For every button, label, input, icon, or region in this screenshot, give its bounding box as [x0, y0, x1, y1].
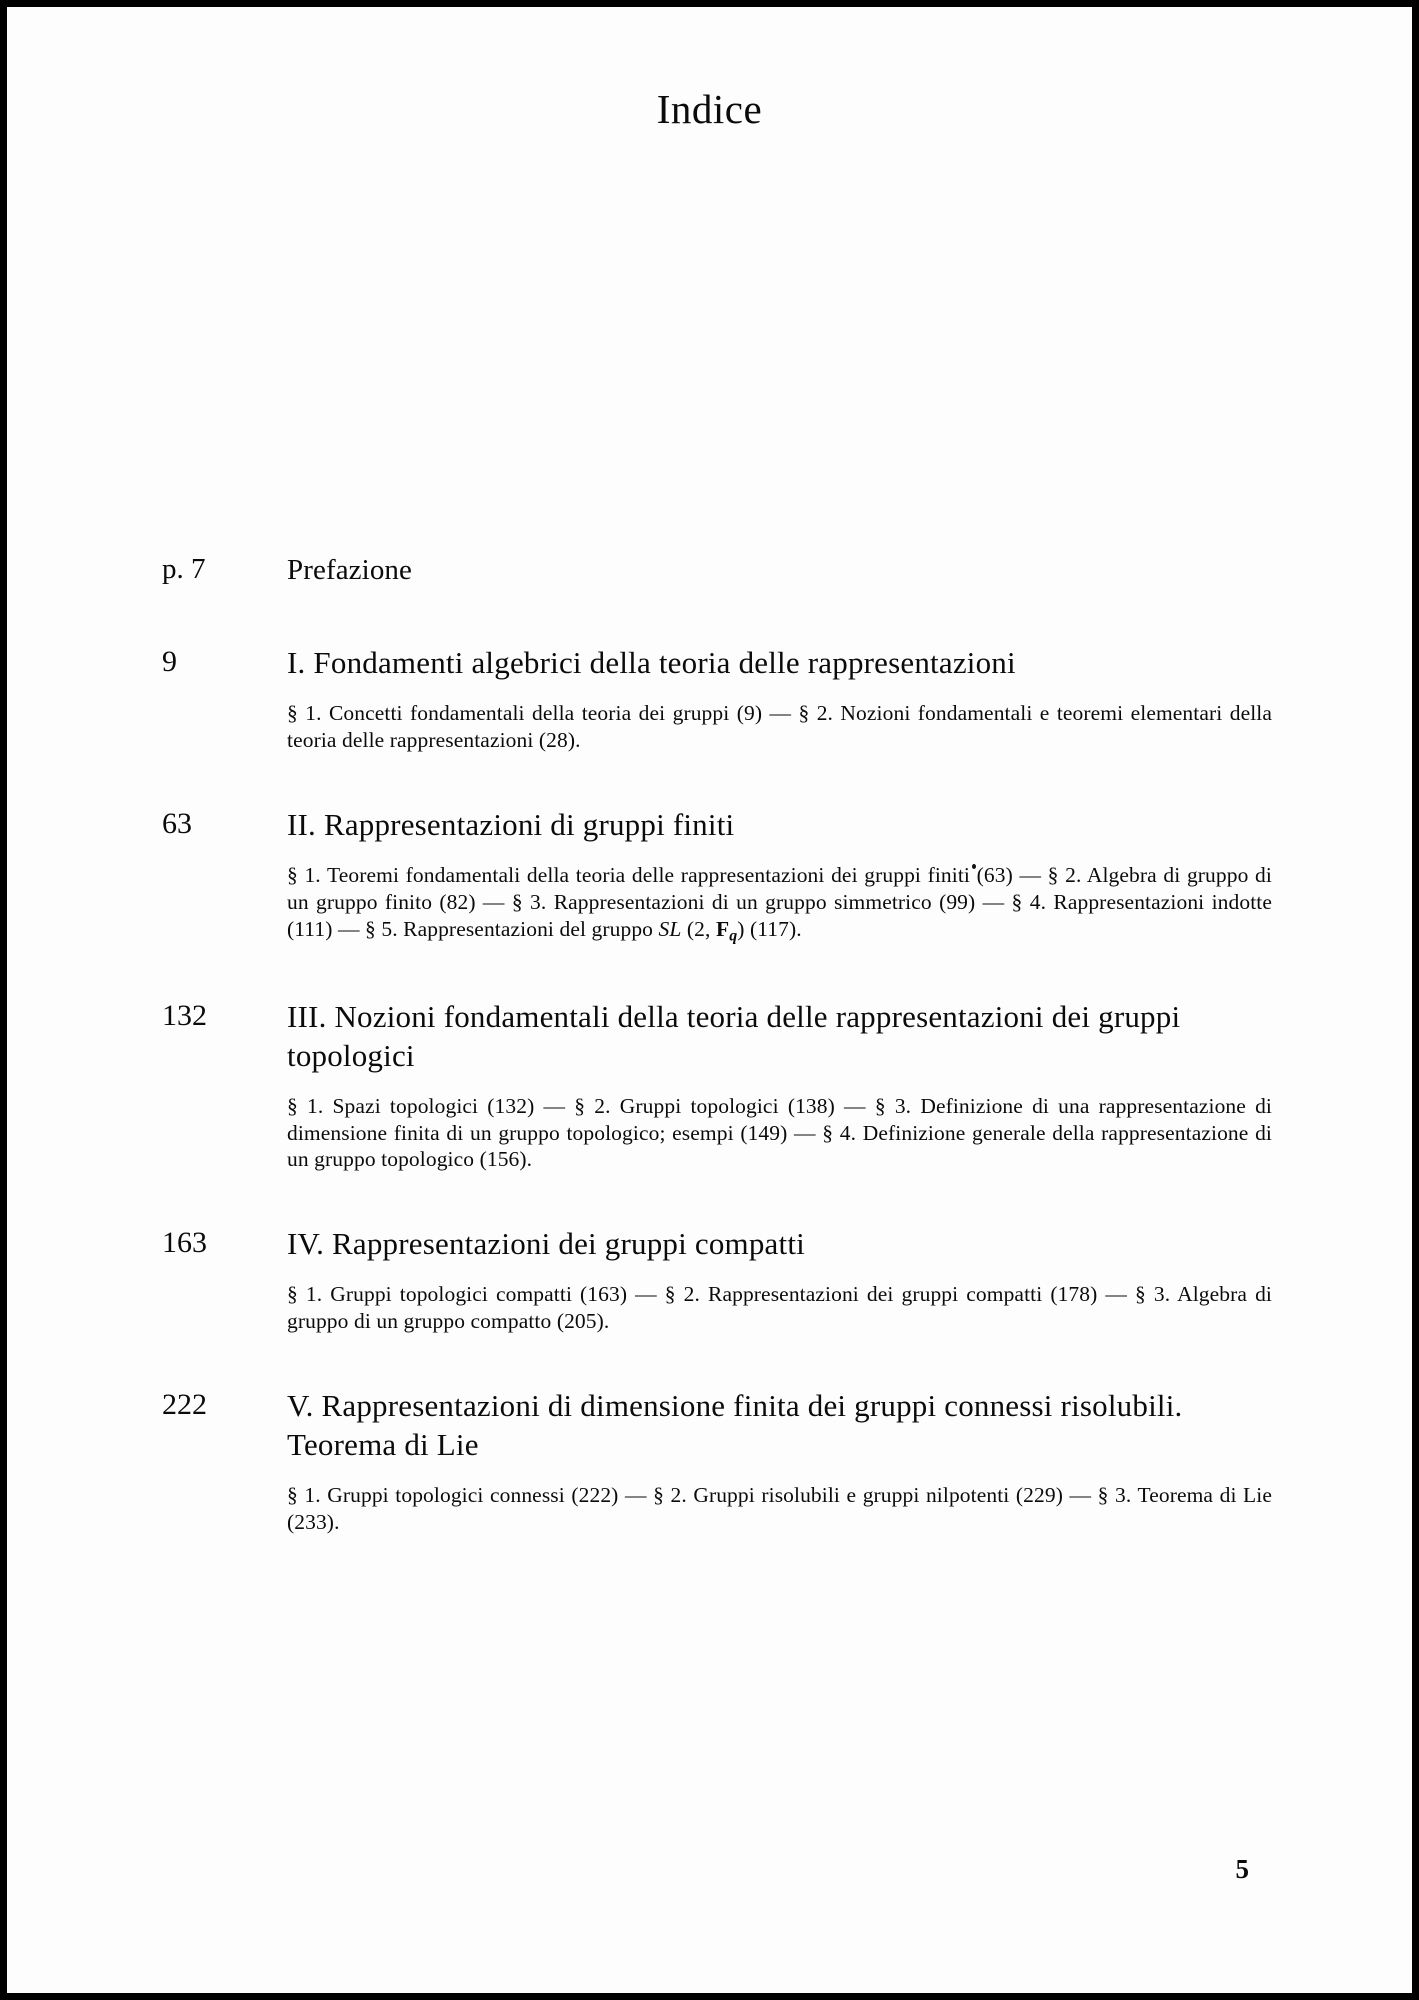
toc-entry-chapter-i[interactable] [162, 644, 1272, 754]
spacer [162, 1173, 1272, 1225]
toc-entry-chapter-iii[interactable] [162, 998, 1272, 1173]
section-text-tail: ) (117). [737, 916, 802, 941]
spacer [162, 946, 1272, 998]
toc-entry-prefazione[interactable] [162, 552, 1272, 588]
toc-section-list: § 1. Spazi topologici (132) — § 2. Gruppi topologici (138) — § 3. Definizione di una rappresentazione di dimensione finita di un gruppo topologico; esempi (149) — § 4. Definizione generale della rappresentazione di un gruppo topologico (156). [287, 1093, 1272, 1172]
toc-entry-title: III. Nozioni fondamentali della teoria delle rappresentazioni dei gruppi topologici [287, 999, 1181, 1073]
toc-entry-title: IV. Rappresentazioni dei gruppi compatti [287, 1226, 805, 1262]
folio-page-number: 5 [1235, 1854, 1249, 1884]
toc-entry-row [162, 552, 1272, 588]
toc-entry-chapter-ii[interactable] [162, 806, 1272, 946]
toc-section-list: § 1. Concetti fondamentali della teoria dei gruppi (9) — § 2. Nozioni fondamentali e teoremi elementari della teoria delle rappresentazioni (28). [287, 701, 1272, 752]
field-symbol-f: F [715, 916, 730, 941]
toc-page-number: p. 7 [162, 553, 206, 585]
toc-section-list [287, 862, 1272, 946]
toc-entry-title: I. Fondamenti algebrici della teoria delle rappresentazioni [287, 645, 1016, 681]
toc-page-number: 63 [162, 806, 192, 840]
page-title: Indice [656, 86, 763, 132]
spacer [162, 588, 1272, 644]
toc-entry-row [162, 1387, 1272, 1465]
spacer [162, 1335, 1272, 1387]
toc-entry-row [162, 644, 1272, 683]
field-subscript-q: q [729, 927, 738, 945]
table-of-contents [162, 552, 1272, 1536]
toc-entry-chapter-v[interactable] [162, 1387, 1272, 1535]
toc-entry-title: Prefazione [287, 554, 412, 586]
group-symbol-sl: SL [658, 916, 682, 941]
section-text-lead: § 1. Teoremi fondamentali della teoria delle rappresentazioni dei gruppi finiti (63) — § 2. Algebra di gruppo di un gruppo finito (82) — § 3. Rappresentazioni di un gruppo simmetrico (99) — § 4. Rappresentazioni indotte (111) — § 5. Rappresentazioni del gruppo [287, 862, 1272, 941]
toc-page-number: 163 [162, 1226, 207, 1260]
toc-page-number: 222 [162, 1388, 207, 1422]
spacer [162, 754, 1272, 806]
toc-entry-row [162, 998, 1272, 1076]
toc-entry-title: II. Rappresentazioni di gruppi finiti [287, 806, 735, 842]
toc-page-number: 132 [162, 999, 207, 1033]
toc-section-list: § 1. Gruppi topologici compatti (163) — § 2. Rappresentazioni dei gruppi compatti (178) — § 3. Algebra di gruppo di un gruppo compatto (205). [287, 1282, 1272, 1334]
toc-section-list: § 1. Gruppi topologici connessi (222) — § 2. Gruppi risolubili e gruppi nilpotenti (229) — § 3. Teorema di Lie (233). [287, 1482, 1272, 1534]
toc-entry-row [162, 1225, 1272, 1264]
toc-entry-title: V. Rappresentazioni di dimensione finita dei gruppi connessi risolubili. Teorema di Lie [287, 1388, 1183, 1462]
section-text-paren: (2, [681, 916, 716, 941]
toc-entry-row [162, 806, 1272, 845]
toc-page-number: 9 [162, 645, 177, 679]
toc-entry-chapter-iv[interactable] [162, 1225, 1272, 1335]
